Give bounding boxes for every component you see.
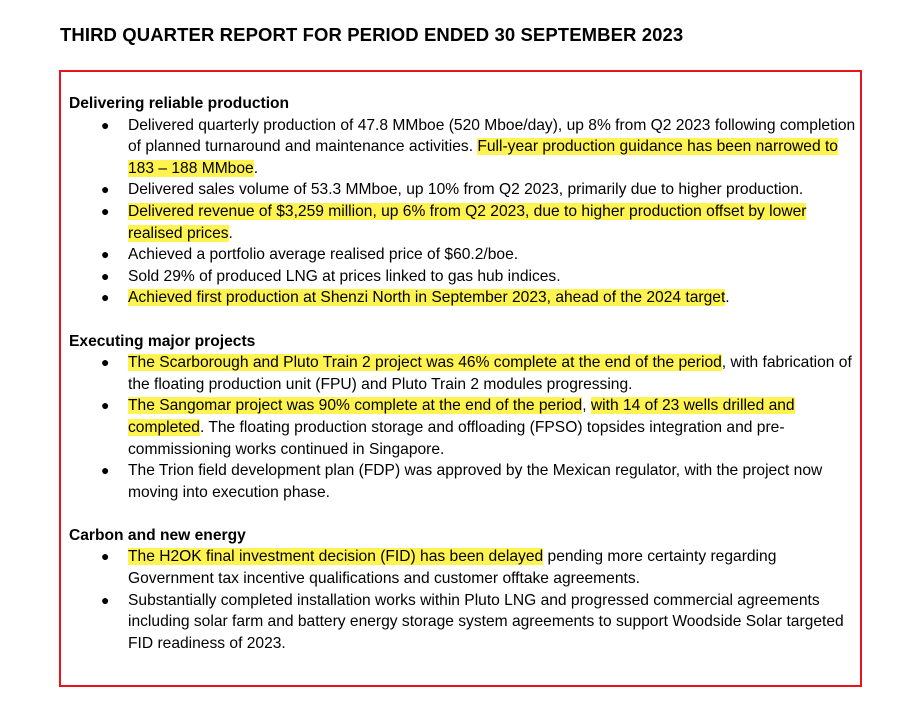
bullet-item — [69, 590, 858, 655]
bullet-text: Substantially completed installation works within Pluto LNG and progressed commercial agreements including solar farm and battery energy storage system agreements to support Woodside Solar targeted FID readiness of 2023. — [128, 591, 844, 652]
bullet-text: Sold 29% of produced LNG at prices linked to gas hub indices. — [128, 267, 561, 285]
bullet-text: Achieved a portfolio average realised price of $60.2/boe. — [128, 246, 519, 264]
bullet-list — [69, 546, 859, 654]
bullet-point-icon: ● — [101, 267, 110, 284]
bullet-point-icon: ● — [101, 202, 110, 219]
bullet-item — [69, 115, 858, 180]
highlighted-text: with 14 of 23 wells drilled and completed — [128, 397, 795, 436]
bullet-item — [69, 244, 858, 266]
highlighted-text: Achieved first production at Shenzi North in September 2023, ahead of the 2024 target — [128, 289, 726, 307]
report-highlights — [69, 93, 859, 676]
bullet-point-icon: ● — [101, 397, 110, 414]
bullet-text: The Trion field development plan (FDP) was approved by the Mexican regulator, with the project now moving into execution phase. — [128, 462, 823, 501]
highlighted-text: The H2OK final investment decision (FID) has been delayed — [128, 548, 544, 566]
section — [69, 331, 859, 504]
bullet-text: . — [228, 224, 233, 242]
bullet-point-icon: ● — [101, 289, 110, 306]
bullet-item — [69, 352, 858, 395]
highlighted-text: Full-year production guidance has been narrowed to 183 – 188 MMboe — [128, 138, 838, 177]
section-heading: Carbon and new energy — [69, 526, 246, 544]
bullet-point-icon: ● — [101, 181, 110, 198]
bullet-point-icon: ● — [101, 116, 110, 133]
bullet-point-icon: ● — [101, 354, 110, 371]
section — [69, 93, 859, 309]
report-title: THIRD QUARTER REPORT FOR PERIOD ENDED 30 SEPTEMBER 2023 — [60, 24, 684, 45]
bullet-item — [69, 395, 858, 460]
section-heading: Executing major projects — [69, 332, 256, 350]
bullet-text: Delivered sales volume of 53.3 MMboe, up 10% from Q2 2023, primarily due to higher production. — [128, 181, 804, 199]
section — [69, 525, 859, 655]
bullet-text: , with fabrication of the floating production unit (FPU) and Pluto Train 2 modules progressing. — [128, 354, 852, 393]
bullet-item — [69, 460, 858, 503]
bullet-text: pending more certainty regarding Government tax incentive qualifications and customer offtake agreements. — [128, 548, 777, 588]
bullet-item — [69, 287, 858, 309]
bullet-list — [69, 352, 859, 503]
bullet-item — [69, 201, 858, 244]
bullet-text: Delivered quarterly production of 47.8 MMboe (520 Mboe/day), up 8% from Q2 2023 following completion of planned turnaround and maintenance activities. — [128, 116, 856, 156]
bullet-point-icon: ● — [101, 548, 110, 565]
bullet-list — [69, 115, 859, 309]
highlighted-text: The Scarborough and Pluto Train 2 project was 46% complete at the end of the period — [128, 354, 722, 372]
bullet-text: . The floating production storage and offloading (FPSO) topsides integration and pre-commissioning works continued in Singapore. — [128, 418, 785, 458]
bullet-point-icon: ● — [101, 591, 110, 608]
bullet-item — [69, 179, 858, 201]
bullet-text: . — [725, 289, 730, 307]
section-heading: Delivering reliable production — [69, 95, 290, 112]
bullet-text: , — [582, 397, 591, 415]
bullet-point-icon: ● — [101, 462, 110, 479]
bullet-item — [69, 266, 858, 288]
highlighted-text: Delivered revenue of $3,259 million, up 6% from Q2 2023, due to higher production offset by lower realised prices — [128, 202, 807, 242]
highlighted-text: The Sangomar project was 90% complete at the end of the period — [128, 397, 583, 415]
bullet-text: . — [253, 159, 259, 177]
bullet-item — [69, 546, 858, 589]
bullet-point-icon: ● — [101, 246, 110, 263]
